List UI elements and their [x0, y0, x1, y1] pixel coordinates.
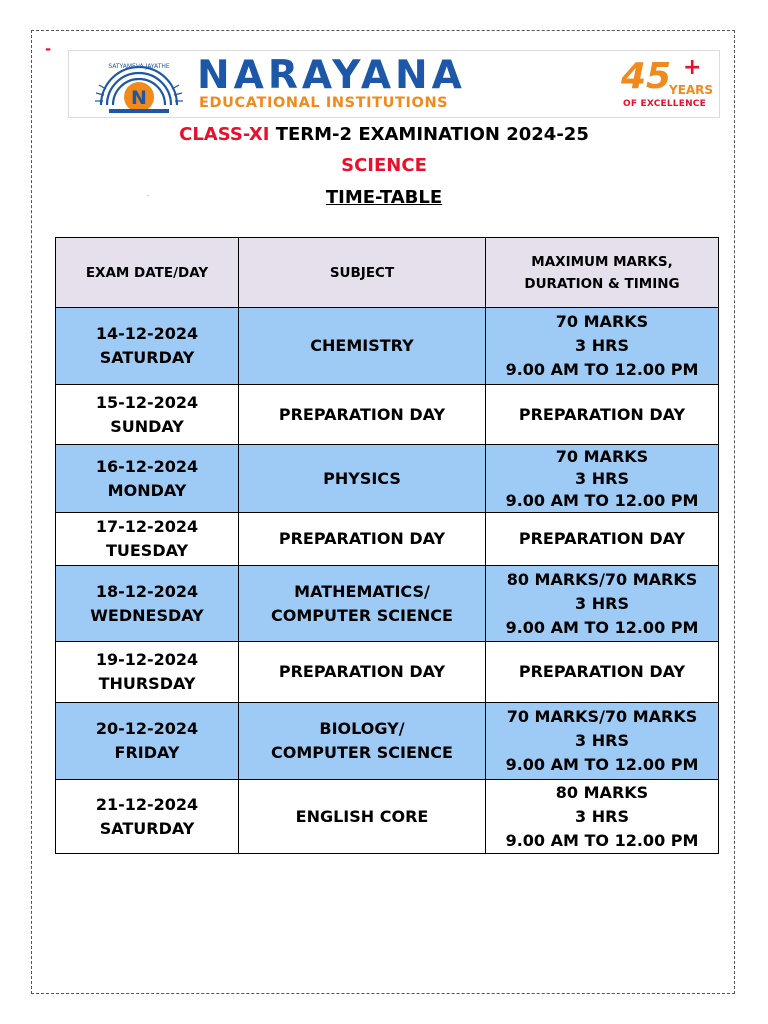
- timetable: [55, 237, 719, 854]
- exam-date: 15-12-2024: [95, 392, 199, 412]
- exam-date: 16-12-2024: [95, 456, 199, 476]
- marks-cell: [486, 642, 719, 703]
- subject-line: PREPARATION DAY: [278, 404, 446, 424]
- marks-line: 9.00 AM TO 12.00 PM: [505, 490, 699, 510]
- timetable-heading: TIME-TABLE: [325, 187, 443, 208]
- exam-date: 20-12-2024: [95, 719, 199, 738]
- subject-cell: [239, 513, 486, 566]
- marks-line: 9.00 AM TO 12.00 PM: [505, 617, 699, 637]
- marks-cell: [486, 445, 719, 513]
- header-banner: [68, 50, 720, 118]
- exam-day: TUESDAY: [105, 541, 189, 560]
- marks-cell: [486, 703, 719, 780]
- years-excellence: OF EXCELLENCE: [623, 99, 706, 109]
- date-cell: [56, 642, 239, 703]
- years-of-excellence-badge: [617, 55, 714, 113]
- header-marks: [486, 238, 719, 308]
- exam-day: FRIDAY: [114, 743, 180, 762]
- stream-title: SCIENCE: [341, 155, 427, 176]
- table-row: [56, 385, 719, 445]
- subject-cell: [239, 566, 486, 642]
- marks-line: 3 HRS: [575, 468, 629, 488]
- exam-date: 14-12-2024: [95, 324, 199, 343]
- subject-cell: [239, 385, 486, 445]
- exam-date: 18-12-2024: [95, 581, 199, 601]
- table-row: [56, 703, 719, 780]
- table-header-row: [56, 238, 719, 308]
- marks-line: 70 MARKS/70 MARKS: [506, 707, 698, 726]
- brand-name: NARAYANA: [197, 53, 466, 98]
- subject-line: CHEMISTRY: [310, 336, 414, 355]
- marks-line: 9.00 AM TO 12.00 PM: [505, 755, 699, 774]
- corner-mark: -: [45, 40, 52, 58]
- marks-cell: [486, 566, 719, 642]
- years-word: YEARS: [669, 83, 714, 97]
- marks-line: 3 HRS: [575, 806, 629, 826]
- table-row: [56, 513, 719, 566]
- date-cell: [56, 308, 239, 385]
- exam-date: 21-12-2024: [95, 794, 199, 814]
- marks-cell: [486, 385, 719, 445]
- table-row: [56, 445, 719, 513]
- date-cell: [56, 780, 239, 854]
- subject-cell: [239, 780, 486, 854]
- svg-text:N: N: [131, 87, 147, 109]
- marks-line: 70 MARKS: [555, 446, 649, 466]
- header-marks-line: DURATION & TIMING: [524, 275, 680, 292]
- exam-date: 17-12-2024: [95, 517, 199, 536]
- table-row: [56, 566, 719, 642]
- marks-line: 80 MARKS/70 MARKS: [506, 569, 698, 589]
- exam-day: SATURDAY: [99, 818, 195, 838]
- marks-line: 70 MARKS: [555, 312, 649, 331]
- exam-title: [0, 124, 768, 145]
- exam-label: TERM-2 EXAMINATION 2024-25: [269, 124, 589, 145]
- subject-line: MATHEMATICS/: [294, 581, 430, 601]
- exam-day: SATURDAY: [99, 348, 195, 367]
- marks-line: 3 HRS: [575, 731, 629, 750]
- date-cell: [56, 703, 239, 780]
- emblem-text: SATYAMEVA JAYATHE: [108, 63, 170, 70]
- brand-subtitle: EDUCATIONAL INSTITUTIONS: [199, 95, 449, 111]
- narayana-emblem-icon: [91, 55, 187, 115]
- marks-line: PREPARATION DAY: [518, 404, 686, 424]
- exam-day: SUNDAY: [110, 416, 184, 436]
- subject-line: BIOLOGY/: [319, 719, 405, 738]
- table-row: [56, 642, 719, 703]
- header-marks-line: MAXIMUM MARKS,: [531, 253, 673, 270]
- table-row: [56, 780, 719, 854]
- date-cell: [56, 566, 239, 642]
- subject-line: COMPUTER SCIENCE: [271, 743, 453, 762]
- subject-cell: [239, 642, 486, 703]
- table-row: [56, 308, 719, 385]
- subject-line: PHYSICS: [323, 468, 401, 488]
- class-label: CLASS-XI: [179, 124, 270, 145]
- years-number: 45: [621, 56, 672, 97]
- date-cell: [56, 385, 239, 445]
- marks-line: 3 HRS: [575, 593, 629, 613]
- marks-cell: [486, 780, 719, 854]
- marks-line: PREPARATION DAY: [518, 662, 686, 681]
- marks-line: 3 HRS: [575, 336, 629, 355]
- subject-cell: [239, 703, 486, 780]
- subject-line: COMPUTER SCIENCE: [271, 605, 453, 625]
- exam-day: MONDAY: [107, 480, 187, 500]
- exam-day: WEDNESDAY: [90, 605, 204, 625]
- marks-line: PREPARATION DAY: [518, 529, 686, 548]
- header-date: EXAM DATE/DAY: [56, 238, 239, 308]
- subject-cell: [239, 308, 486, 385]
- date-cell: [56, 445, 239, 513]
- marks-line: 9.00 AM TO 12.00 PM: [505, 830, 699, 850]
- subject-line: PREPARATION DAY: [278, 529, 446, 548]
- exam-day: THURSDAY: [98, 674, 196, 693]
- marks-cell: [486, 513, 719, 566]
- exam-date: 19-12-2024: [95, 650, 199, 669]
- marks-line: 80 MARKS: [555, 782, 649, 802]
- stray-dot: ·: [147, 193, 149, 200]
- subject-line: ENGLISH CORE: [295, 806, 429, 826]
- header-subject: SUBJECT: [239, 238, 486, 308]
- subject-line: PREPARATION DAY: [278, 662, 446, 681]
- marks-line: 9.00 AM TO 12.00 PM: [505, 360, 699, 379]
- marks-cell: [486, 308, 719, 385]
- date-cell: [56, 513, 239, 566]
- years-plus: +: [683, 55, 702, 80]
- subject-cell: [239, 445, 486, 513]
